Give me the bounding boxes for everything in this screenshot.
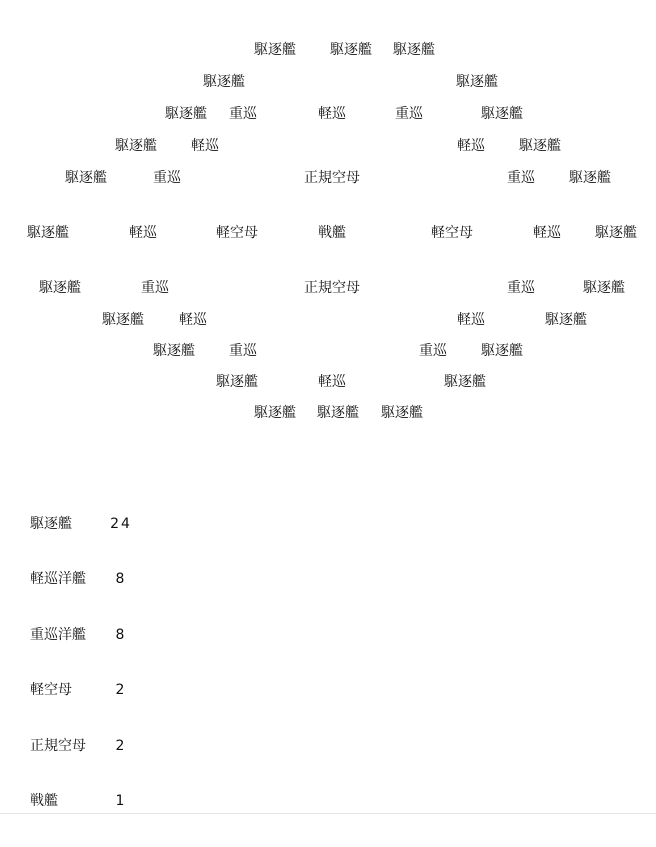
ship-label: 駆逐艦 <box>583 280 625 296</box>
summary-row <box>30 792 230 847</box>
ship-type-name: 軽空母 <box>30 682 72 699</box>
ship-label: 重巡 <box>229 343 257 359</box>
ship-label: 軽巡 <box>457 138 485 154</box>
ship-count-summary <box>30 515 230 847</box>
ship-label: 駆逐艦 <box>381 405 423 421</box>
ship-type-count: 1 <box>115 792 127 809</box>
ship-label: 駆逐艦 <box>102 312 144 328</box>
summary-row <box>30 737 230 792</box>
ship-label: 正規空母 <box>304 280 360 296</box>
ship-type-count: 2 <box>115 737 127 754</box>
ship-label: 軽巡 <box>318 106 346 122</box>
ship-type-count: 2 <box>115 682 127 699</box>
ship-label: 軽巡 <box>129 225 157 241</box>
ship-type-name: 重巡洋艦 <box>30 626 86 643</box>
ship-label: 軽巡 <box>318 374 346 390</box>
ship-label: 戦艦 <box>318 225 346 241</box>
ship-label: 重巡 <box>419 343 447 359</box>
ship-label: 駆逐艦 <box>456 74 498 90</box>
ship-type-count: 24 <box>110 516 132 532</box>
ship-label: 駆逐艦 <box>165 106 207 122</box>
summary-row <box>30 515 230 570</box>
ship-label: 駆逐艦 <box>153 343 195 359</box>
ship-label: 駆逐艦 <box>393 42 435 58</box>
ship-label: 重巡 <box>395 106 423 122</box>
ship-label: 駆逐艦 <box>569 170 611 186</box>
ship-label: 正規空母 <box>304 170 360 186</box>
ship-label: 軽巡 <box>191 138 219 154</box>
ship-label: 重巡 <box>141 280 169 296</box>
ship-label: 重巡 <box>507 280 535 296</box>
ship-label: 駆逐艦 <box>595 225 637 241</box>
ship-label: 駆逐艦 <box>481 106 523 122</box>
ship-type-name: 戦艦 <box>30 792 58 809</box>
ship-label: 駆逐艦 <box>519 138 561 154</box>
ship-label: 駆逐艦 <box>39 280 81 296</box>
ship-label: 軽巡 <box>533 225 561 241</box>
ship-type-name: 正規空母 <box>30 737 86 754</box>
ship-label: 重巡 <box>507 170 535 186</box>
ship-label: 駆逐艦 <box>65 170 107 186</box>
ship-label: 駆逐艦 <box>317 405 359 421</box>
ship-label: 軽空母 <box>431 225 473 241</box>
summary-row <box>30 626 230 681</box>
ship-label: 軽巡 <box>179 312 207 328</box>
ship-label: 駆逐艦 <box>481 343 523 359</box>
ship-label: 駆逐艦 <box>115 138 157 154</box>
ship-label: 軽巡 <box>457 312 485 328</box>
ship-label: 駆逐艦 <box>254 405 296 421</box>
ship-label: 駆逐艦 <box>203 74 245 90</box>
ship-label: 駆逐艦 <box>444 374 486 390</box>
ship-type-count: 8 <box>115 571 127 588</box>
ship-label: 軽空母 <box>216 225 258 241</box>
summary-row <box>30 570 230 625</box>
ship-label: 駆逐艦 <box>330 42 372 58</box>
summary-row <box>30 681 230 736</box>
ship-label: 重巡 <box>153 170 181 186</box>
bottom-divider <box>0 813 656 814</box>
ship-label: 駆逐艦 <box>27 225 69 241</box>
ship-type-count: 8 <box>115 626 127 643</box>
ship-label: 重巡 <box>229 106 257 122</box>
ship-type-name: 軽巡洋艦 <box>30 571 86 588</box>
ship-type-name: 駆逐艦 <box>30 516 72 532</box>
ship-label: 駆逐艦 <box>254 42 296 58</box>
ship-label: 駆逐艦 <box>216 374 258 390</box>
ship-label: 駆逐艦 <box>545 312 587 328</box>
